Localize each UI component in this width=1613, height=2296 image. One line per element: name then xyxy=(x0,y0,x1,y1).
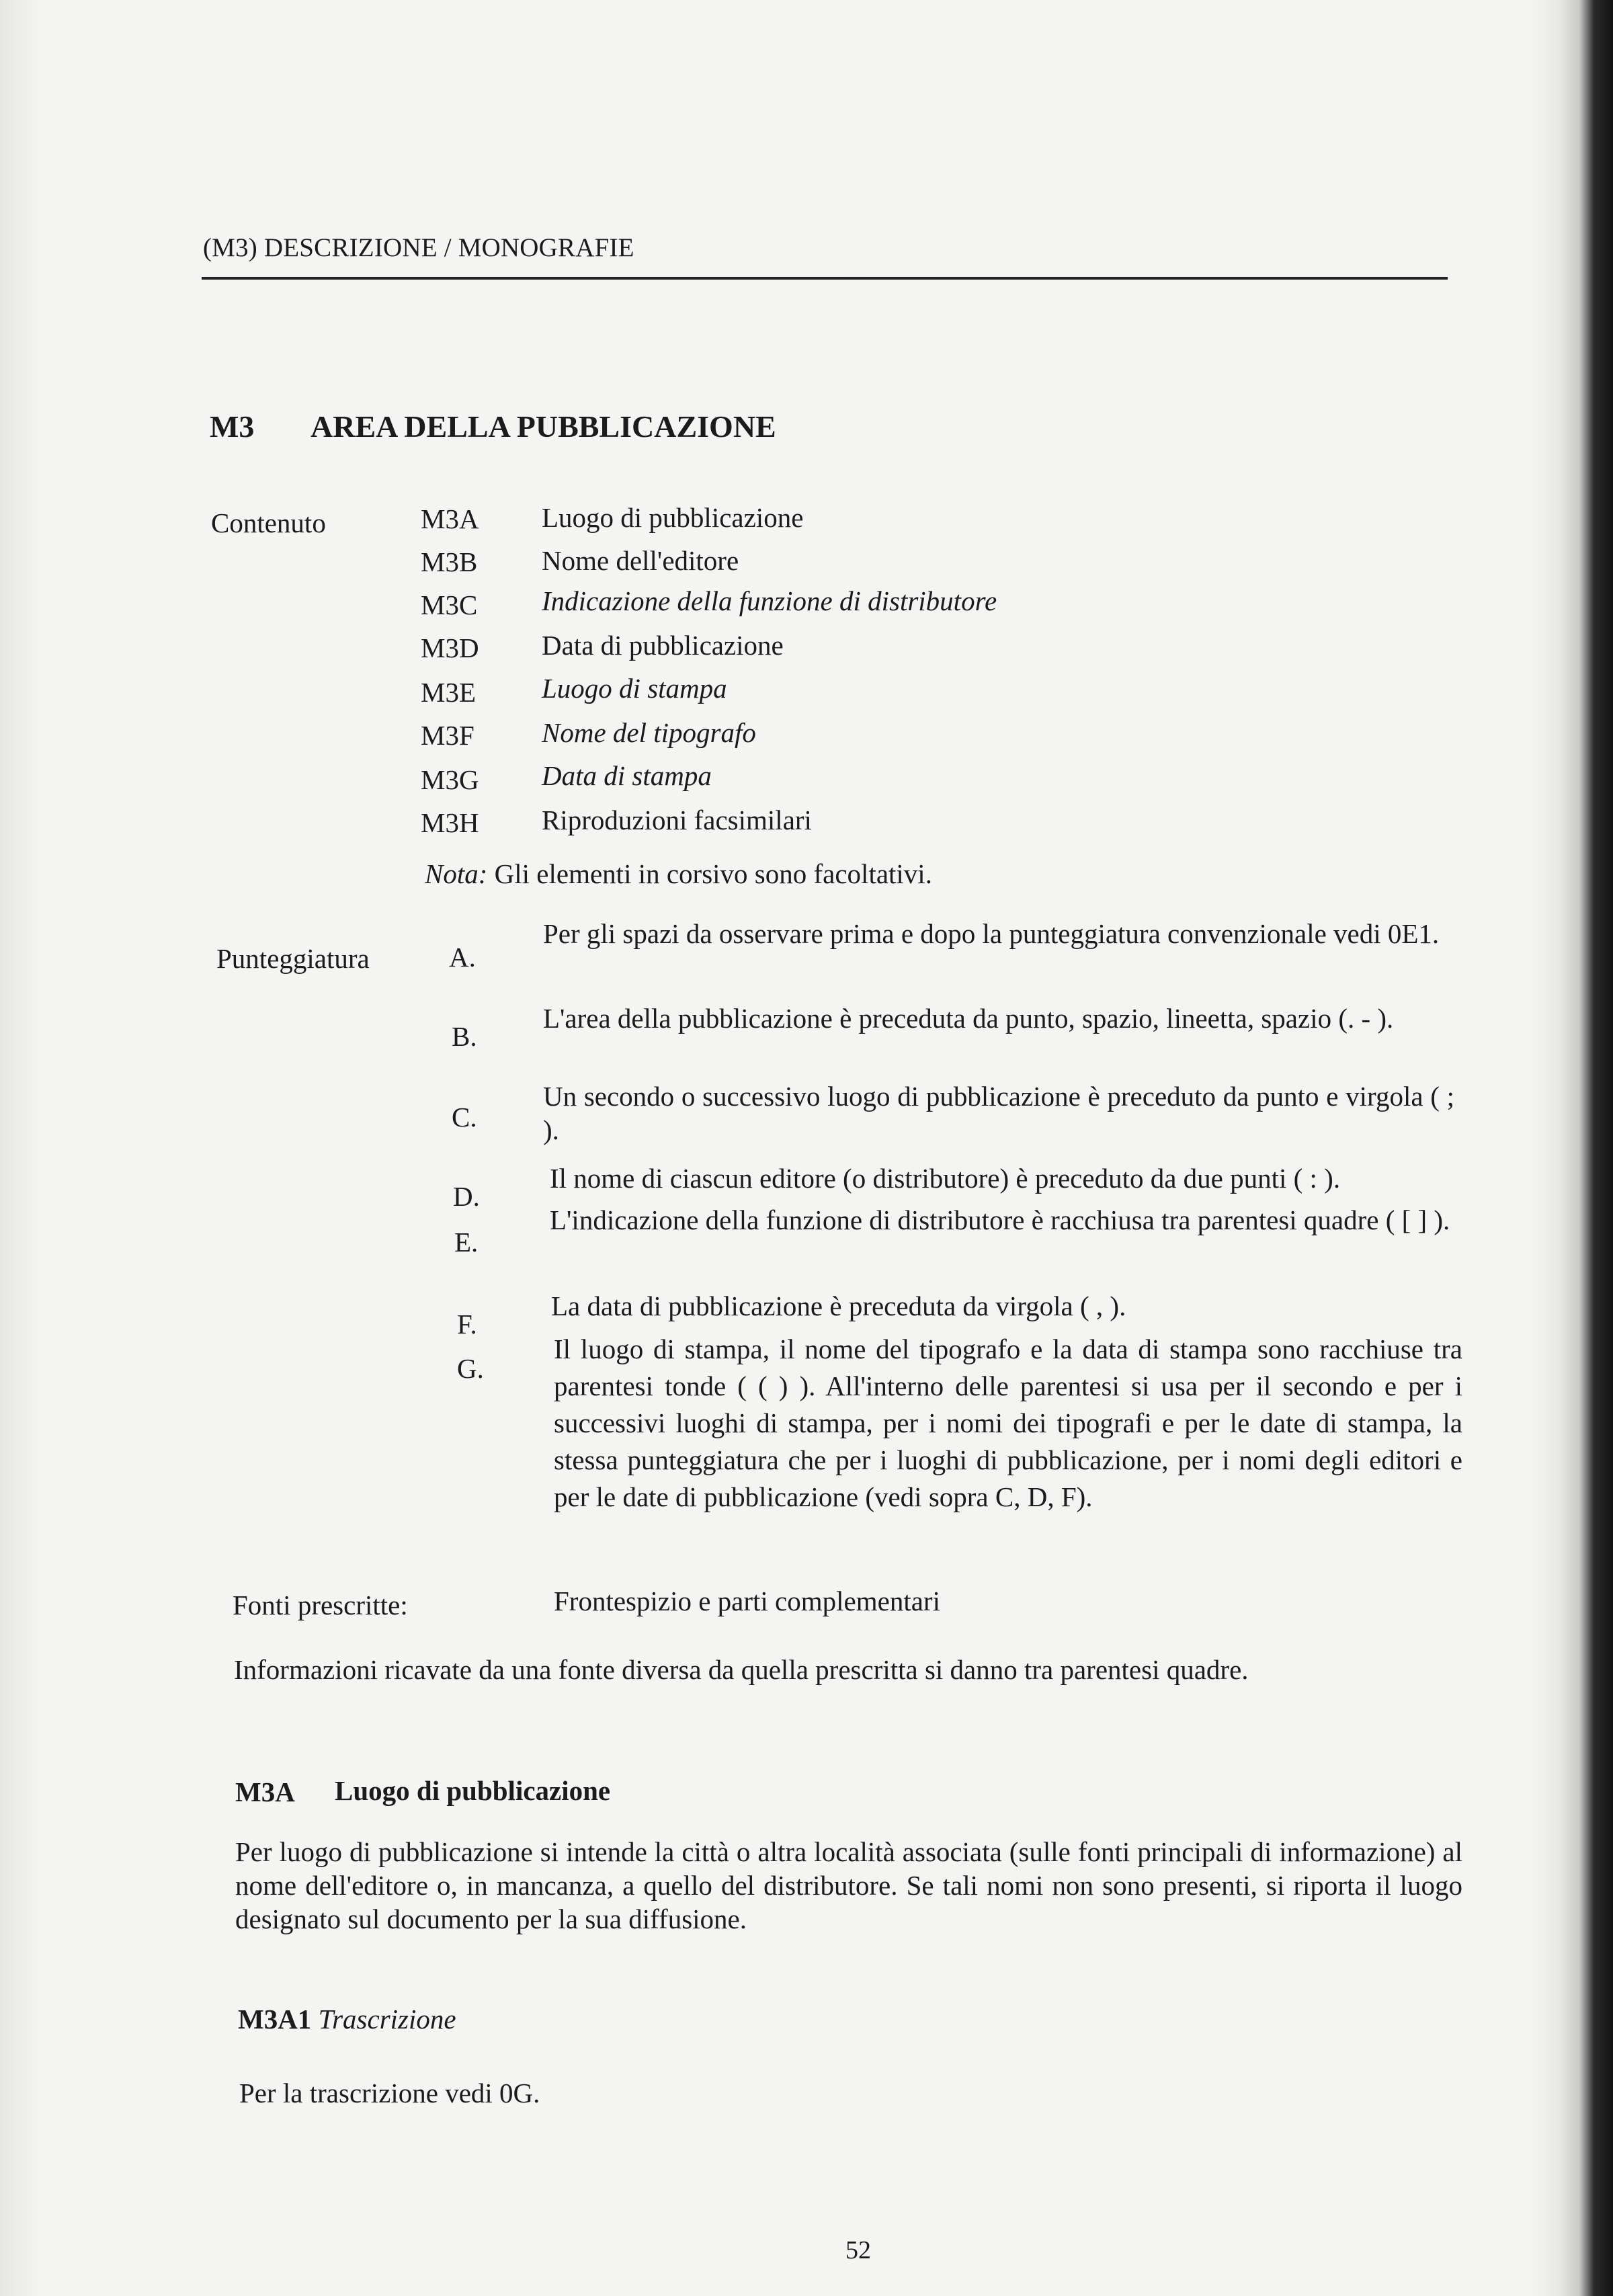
punct-rule: Il luogo di stampa, il nome del tipografo e la data di stampa sono racchiuse tra parentesi tonde ( ( ) ). All'interno delle parentesi si usa per il secondo e per i successivi luoghi di stampa, per i nomi dei tipografi e per le date di stampa, la stessa punteggiatura che per i luoghi di pubblicazione, per i nomi degli editori e per le date di pubblicazione (vedi sopra C, D, F). xyxy=(554,1334,1462,1512)
header-rule xyxy=(202,277,1448,280)
contenuto-text: Indicazione della funzione di distributore xyxy=(542,585,997,616)
punct-rule: L'indicazione della funzione di distributore è racchiusa tra parentesi quadre ( [ ] ). xyxy=(550,1204,1450,1235)
punct-letter: B. xyxy=(452,1021,477,1052)
punteggiatura-label: Punteggiatura xyxy=(216,943,370,974)
note-text: Gli elementi in corsivo sono facoltativi. xyxy=(487,858,932,889)
punct-rule: Un secondo o successivo luogo di pubblicazione è preceduto da punto e virgola ( ; ). xyxy=(543,1081,1454,1145)
contenuto-code: M3F xyxy=(421,720,474,751)
punct-rule: Per gli spazi da osservare prima e dopo la punteggiatura convenzionale vedi 0E1. xyxy=(543,918,1440,949)
m3a-code: M3A xyxy=(235,1776,295,1807)
m3a-title: Luogo di pubblicazione xyxy=(335,1775,611,1806)
contenuto-code: M3G xyxy=(421,764,479,795)
m3a1-heading xyxy=(238,2003,456,2035)
contenuto-code: M3A xyxy=(421,503,479,534)
punct-letter: A. xyxy=(449,942,476,973)
content-note xyxy=(425,858,932,890)
m3a1-title: Trascrizione xyxy=(318,2004,456,2035)
m3a-paragraph: Per luogo di pubblicazione si intende la città o altra località associata (sulle fonti principali di informazione) al nome dell'editore o, in mancanza, a quello del distributore. Se tali nomi non sono presenti, si riporta il luogo designato sul documento per la sua diffusione. xyxy=(235,1836,1462,1934)
fonti-note: Informazioni ricavate da una fonte diversa da quella prescritta si danno tra parentesi quadre. xyxy=(234,1654,1249,1685)
contenuto-code: M3D xyxy=(421,632,479,663)
contenuto-code: M3H xyxy=(421,807,479,838)
punct-letter: E. xyxy=(454,1227,479,1258)
punct-rule: Il nome di ciascun editore (o distributore) è preceduto da due punti ( : ). xyxy=(550,1163,1341,1194)
fonti-text: Frontespizio e parti complementari xyxy=(554,1586,940,1616)
contenuto-text: Nome del tipografo xyxy=(542,717,756,748)
m3a1-paragraph: Per la trascrizione vedi 0G. xyxy=(239,2078,540,2108)
punct-letter: F. xyxy=(457,1309,477,1340)
contenuto-label: Contenuto xyxy=(211,507,326,538)
contenuto-code: M3B xyxy=(421,546,478,577)
punct-rule: L'area della pubblicazione è preceduta da punto, spazio, lineetta, spazio (. - ). xyxy=(543,1003,1394,1034)
contenuto-text: Data di pubblicazione xyxy=(542,630,784,661)
contenuto-text: Luogo di stampa xyxy=(542,673,727,704)
m3a1-code: M3A1 xyxy=(238,2004,312,2035)
contenuto-code: M3E xyxy=(421,677,476,708)
punct-letter: D. xyxy=(453,1181,480,1212)
punct-letter: C. xyxy=(452,1102,477,1133)
section-code: M3 xyxy=(210,409,255,444)
punct-rule: La data di pubblicazione è preceduta da virgola ( , ). xyxy=(551,1290,1126,1321)
punct-letter: G. xyxy=(457,1353,484,1384)
note-label: Nota: xyxy=(425,858,488,889)
fonti-label: Fonti prescritte: xyxy=(233,1590,408,1621)
contenuto-text: Luogo di pubblicazione xyxy=(542,502,804,533)
contenuto-code: M3C xyxy=(421,589,478,620)
running-header: (M3) DESCRIZIONE / MONOGRAFIE xyxy=(203,233,634,262)
section-title: AREA DELLA PUBBLICAZIONE xyxy=(311,409,776,444)
contenuto-text: Nome dell'editore xyxy=(542,545,739,576)
page-number: 52 xyxy=(845,2236,871,2264)
contenuto-text: Riproduzioni facsimilari xyxy=(542,805,812,835)
contenuto-text: Data di stampa xyxy=(542,760,712,791)
